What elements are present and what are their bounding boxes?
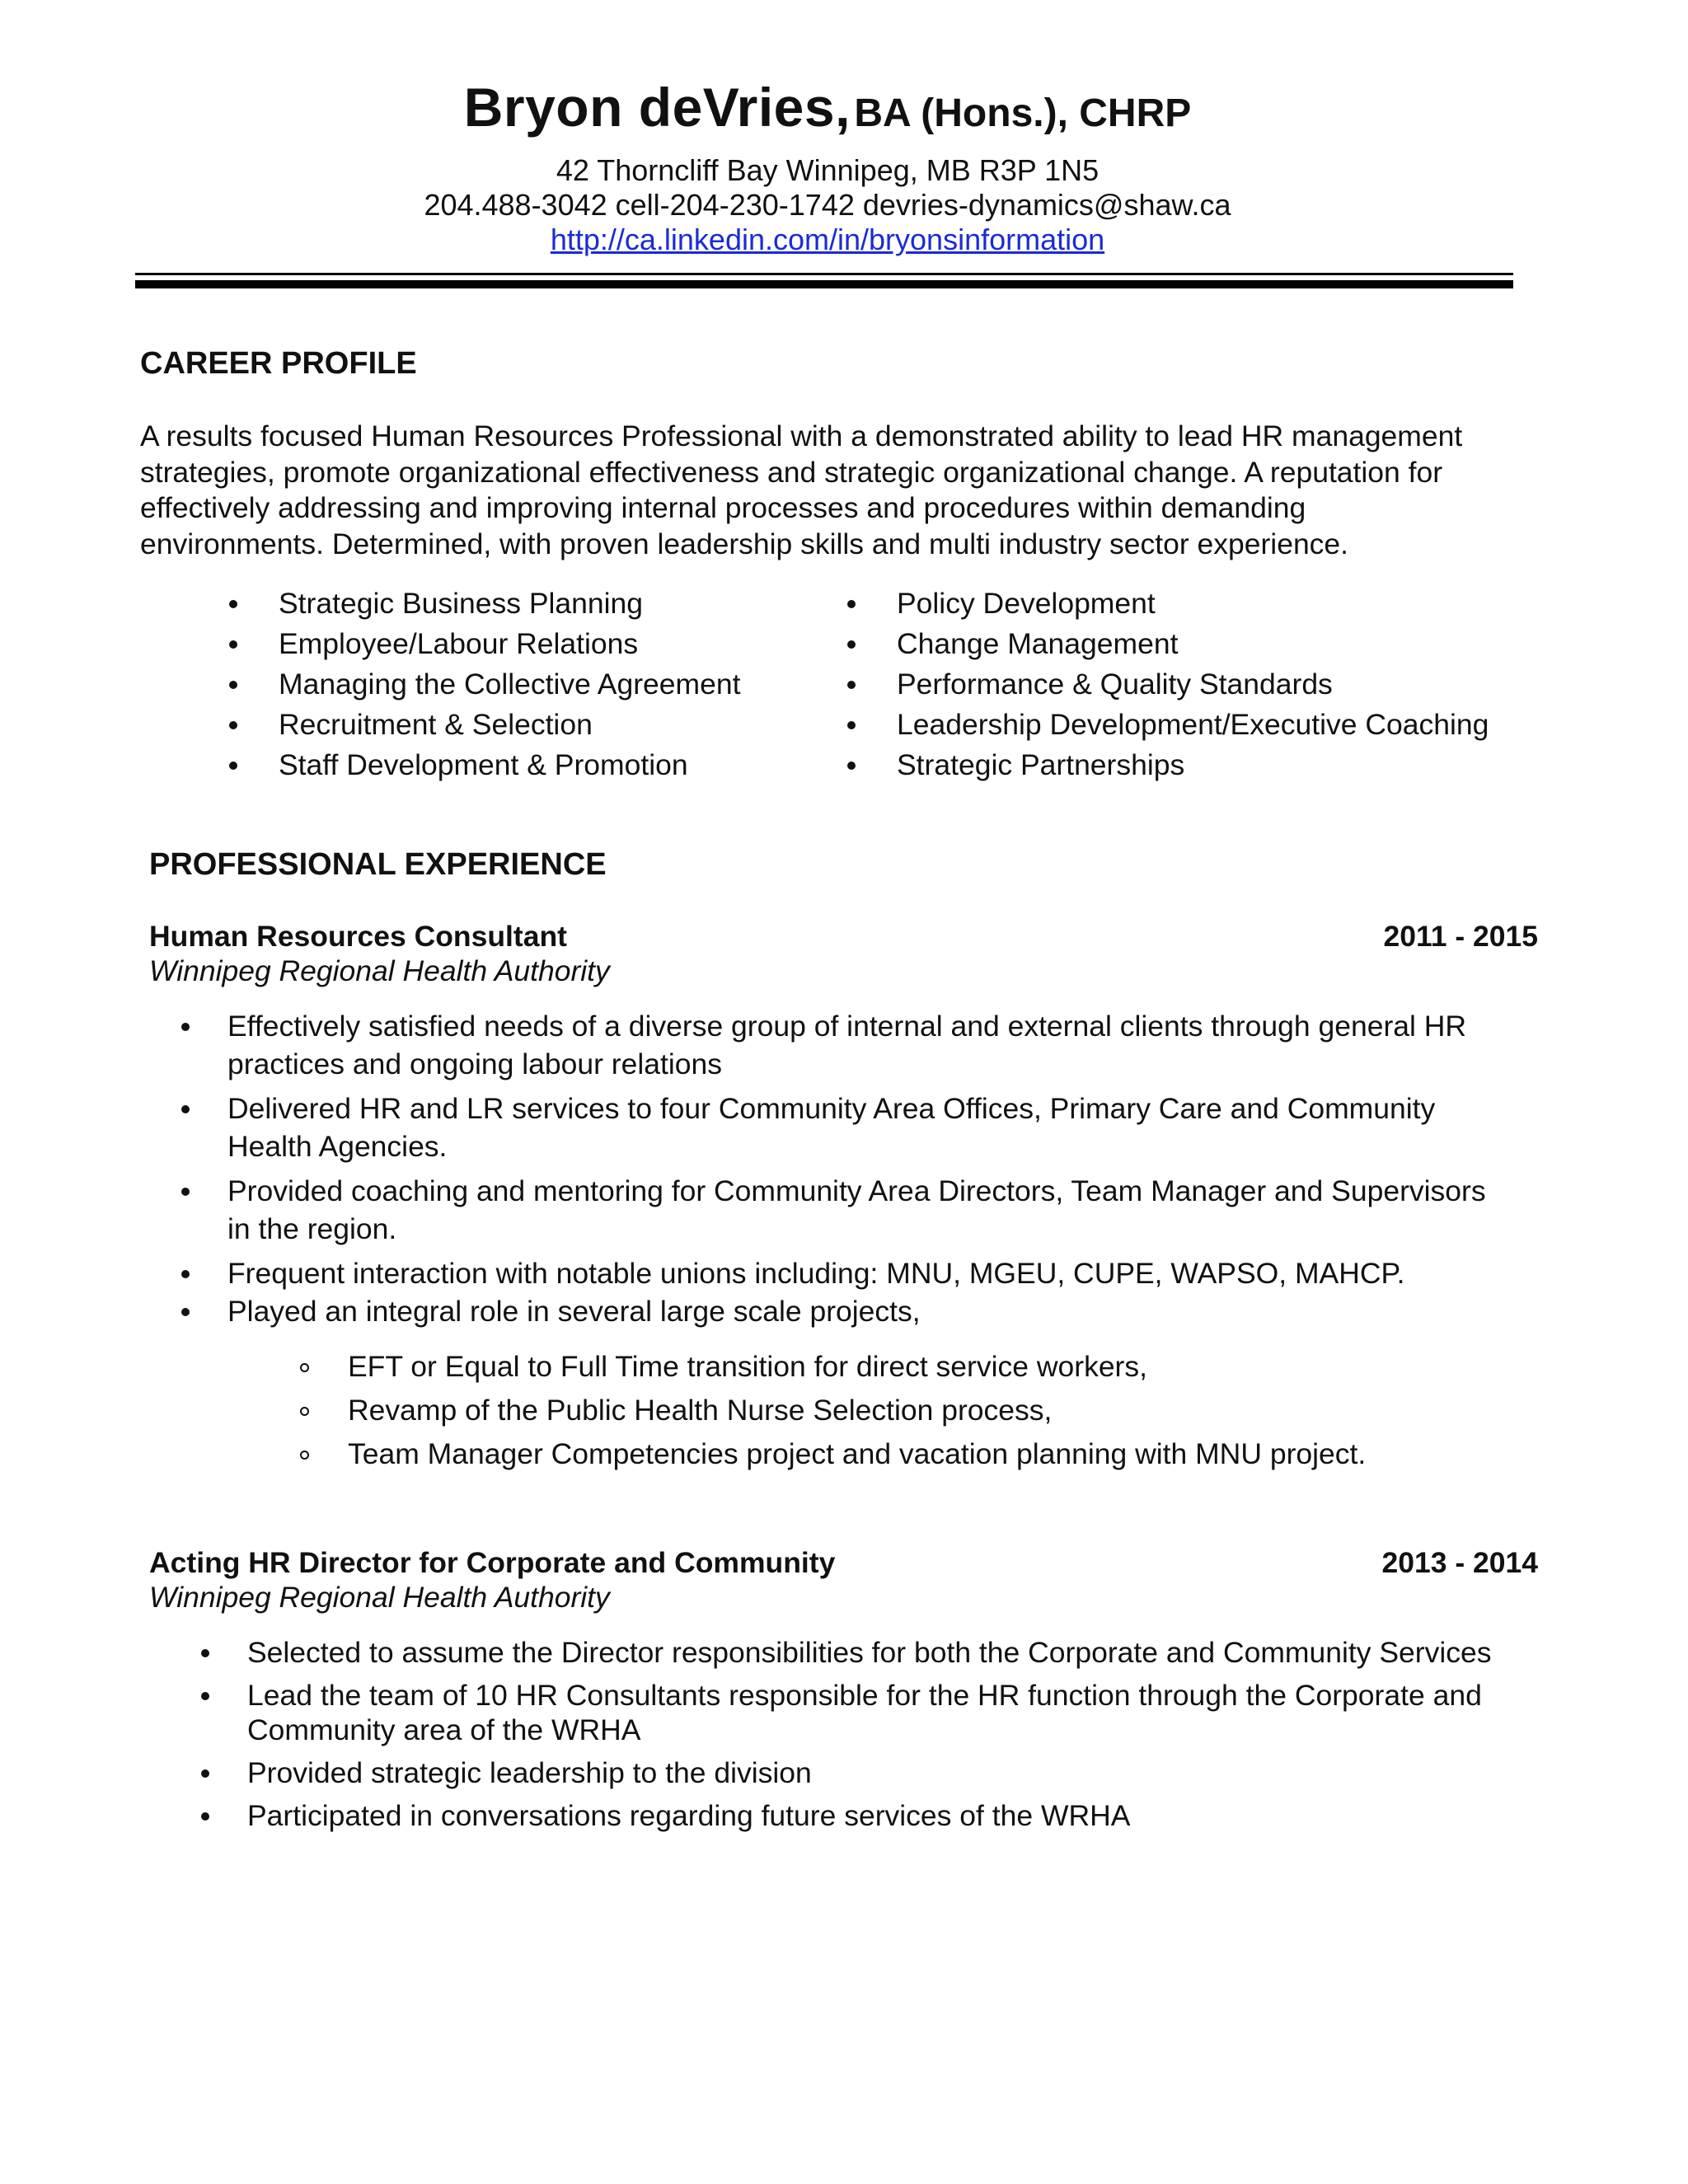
skills-list-left (279, 583, 740, 785)
job-title: Human Resources Consultant (149, 920, 567, 953)
skill-item: Strategic Business Planning (279, 583, 740, 624)
job-bullets (227, 1007, 1486, 1330)
bullet-icon (181, 1105, 190, 1113)
profile-line: effectively addressing and improving internal processes and procedures within demanding (140, 491, 1306, 524)
job-bullet: Lead the team of 10 HR Consultants responsible for the HR function through the Corporate and Community area of the WRHA (247, 1678, 1491, 1747)
profile-line: A results focused Human Resources Professional with a demonstrated ability to lead HR management (140, 419, 1463, 452)
skill-item: Policy Development (897, 583, 1489, 624)
job-organization: Winnipeg Regional Health Authority (149, 954, 610, 987)
linkedin-link[interactable]: http://ca.linkedin.com/in/bryonsinformation (550, 223, 1105, 256)
circle-bullet-icon (300, 1451, 309, 1460)
job-bullets (247, 1635, 1491, 1833)
header-rule-thin (135, 273, 1513, 275)
bullet-icon (181, 1023, 190, 1031)
job-title: Acting HR Director for Corporate and Community (149, 1546, 836, 1579)
experience-heading: PROFESSIONAL EXPERIENCE (149, 847, 607, 882)
bullet-icon (847, 681, 856, 689)
job-bullet: Provided strategic leadership to the division (247, 1755, 1491, 1790)
skills-list-right (897, 583, 1489, 785)
bullet-icon (847, 762, 856, 770)
project-sub-bullets (348, 1345, 1366, 1476)
skill-item: Leadership Development/Executive Coaching (897, 705, 1489, 745)
skill-item: Performance & Quality Standards (897, 664, 1489, 705)
phone-email-line: 204.488-3042 cell-204-230-1742 devries-dynamics@shaw.ca (424, 188, 1231, 222)
profile-line: environments. Determined, with proven leadership skills and multi industry sector experience. (140, 527, 1349, 560)
job-bullet: Selected to assume the Director responsibilities for both the Corporate and Community Services (247, 1635, 1491, 1670)
skill-item: Employee/Labour Relations (279, 624, 740, 664)
circle-bullet-icon (300, 1407, 309, 1416)
full-name: Bryon deVries, (463, 77, 851, 138)
header-rule-thick (135, 280, 1513, 288)
circle-bullet-icon (300, 1363, 309, 1372)
name-line (0, 76, 1655, 138)
career-profile-paragraph (140, 419, 1541, 562)
job-bullet: Played an integral role in several large scale projects, (227, 1292, 1486, 1330)
bullet-icon (201, 1769, 209, 1778)
bullet-icon (201, 1812, 209, 1821)
profile-line: strategies, promote organizational effectiveness and strategic organizational change. A reputation for (140, 455, 1443, 489)
job-bullet: Participated in conversations regarding future services of the WRHA (247, 1798, 1491, 1833)
bullet-icon (229, 721, 237, 729)
sub-bullet: Revamp of the Public Health Nurse Selection process, (348, 1389, 1366, 1432)
job-bullet: Frequent interaction with notable unions including: MNU, MGEU, CUPE, WAPSO, MAHCP. (227, 1254, 1486, 1292)
career-profile-heading: CAREER PROFILE (140, 346, 417, 381)
bullet-icon (181, 1270, 190, 1278)
skill-item: Change Management (897, 624, 1489, 664)
bullet-icon (181, 1188, 190, 1196)
bullet-icon (229, 640, 237, 649)
bullet-icon (847, 721, 856, 729)
bullet-icon (847, 600, 856, 608)
credentials: BA (Hons.), CHRP (854, 91, 1192, 135)
job-organization: Winnipeg Regional Health Authority (149, 1581, 610, 1614)
bullet-icon (229, 681, 237, 689)
job-bullet: Effectively satisfied needs of a diverse group of internal and external clients through general HR practices and ongoing labour relations (227, 1007, 1486, 1083)
skill-item: Strategic Partnerships (897, 745, 1489, 785)
bullet-icon (229, 762, 237, 770)
job-bullet: Provided coaching and mentoring for Community Area Directors, Team Manager and Supervisors in the region. (227, 1172, 1486, 1248)
sub-bullet: EFT or Equal to Full Time transition for direct service workers, (348, 1345, 1366, 1389)
skill-item: Managing the Collective Agreement (279, 664, 740, 705)
bullet-icon (201, 1692, 209, 1700)
address: 42 Thorncliff Bay Winnipeg, MB R3P 1N5 (556, 153, 1100, 187)
skill-item: Recruitment & Selection (279, 705, 740, 745)
sub-bullet: Team Manager Competencies project and vacation planning with MNU project. (348, 1432, 1366, 1476)
bullet-icon (847, 640, 856, 649)
job-dates: 2011 - 2015 (1383, 920, 1538, 953)
job-dates: 2013 - 2014 (1381, 1546, 1538, 1579)
job-bullet: Delivered HR and LR services to four Community Area Offices, Primary Care and Community Health Agencies. (227, 1090, 1486, 1165)
bullet-icon (181, 1308, 190, 1316)
bullet-icon (229, 600, 237, 608)
bullet-icon (201, 1649, 209, 1657)
skill-item: Staff Development & Promotion (279, 745, 740, 785)
